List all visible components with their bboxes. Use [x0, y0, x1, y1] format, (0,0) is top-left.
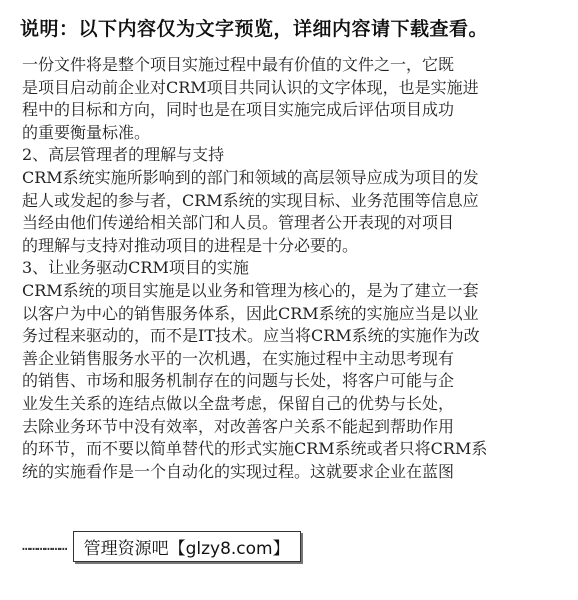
document-body: [22, 54, 556, 483]
section-heading: 2、高层管理者的理解与支持: [22, 145, 225, 165]
document-footer: [22, 532, 301, 560]
section-heading: 3、让业务驱动CRM项目的实施: [22, 258, 249, 278]
ellipsis-dots: ………………: [22, 538, 67, 554]
preview-notice: 说明：以下内容仅为文字预览，详细内容请下载查看。: [20, 18, 489, 40]
body-line: 的重要衡量标准。: [22, 122, 151, 142]
body-line: 统的实施看作是一个自动化的实现过程。这就要求企业在蓝图: [22, 461, 455, 481]
body-line: 一份文件将是整个项目实施过程中最有价值的文件之一，它既: [22, 55, 455, 74]
body-line: CRM系统实施所影响到的部门和领域的高层领导应成为项目的发: [22, 167, 479, 187]
body-line: 是项目启动前企业对CRM项目共同认识的文字体现，也是实施进: [22, 77, 479, 97]
body-line: 务过程来驱动的，而不是IT技术。应当将CRM系统的实施作为改: [22, 326, 480, 346]
body-line: 去除业务环节中没有效率，对改善客户关系不能起到帮助作用: [22, 416, 455, 436]
body-line: 的销售、市场和服务机制存在的问题与长处，将客户可能与企: [22, 371, 455, 391]
body-line: 业发生关系的连结点做以全盘考虑，保留自己的优势与长处，: [22, 393, 455, 413]
source-link-badge[interactable]: 管理资源吧【glzy8.com】: [73, 531, 301, 562]
body-line: 当经由他们传递给相关部门和人员。管理者公开表现的对项目: [22, 213, 455, 233]
body-line: 的理解与支持对推动项目的进程是十分必要的。: [22, 235, 359, 255]
body-line: 起人或发起的参与者，CRM系统的实现目标、业务范围等信息应: [22, 190, 479, 210]
body-line: 以客户为中心的销售服务体系，因此CRM系统的实施应当是以业: [22, 303, 479, 323]
body-line: CRM系统的项目实施是以业务和管理为核心的，是为了建立一套: [22, 280, 479, 300]
body-line: 程中的目标和方向，同时也是在项目实施完成后评估项目成功: [22, 100, 455, 120]
body-line: 的环节，而不要以简单替代的形式实施CRM系统或者只将CRM系: [22, 439, 488, 459]
body-line: 善企业销售服务水平的一次机遇，在实施过程中主动思考现有: [22, 348, 455, 368]
